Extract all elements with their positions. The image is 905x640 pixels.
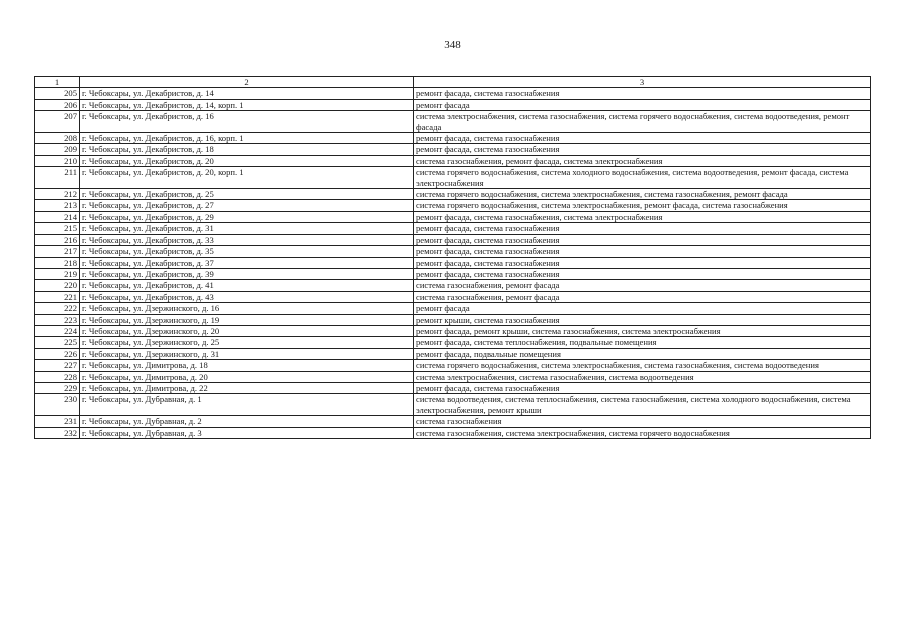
row-number-cell: 205 [35,88,80,99]
works-cell: система газоснабжения, ремонт фасада, система электроснабжения [414,155,871,166]
address-cell: г. Чебоксары, ул. Дзержинского, д. 16 [80,303,414,314]
address-cell: г. Чебоксары, ул. Дубравная, д. 2 [80,416,414,427]
works-cell: ремонт фасада, система газоснабжения [414,268,871,279]
table-row [35,189,871,200]
address-cell: г. Чебоксары, ул. Декабристов, д. 43 [80,291,414,302]
address-cell: г. Чебоксары, ул. Декабристов, д. 37 [80,257,414,268]
table-row [35,111,871,133]
page-number: 348 [444,39,461,51]
row-number-cell: 228 [35,371,80,382]
row-number-cell: 218 [35,257,80,268]
works-cell: система газоснабжения, ремонт фасада [414,291,871,302]
row-number-cell: 211 [35,167,80,189]
row-number-cell: 230 [35,394,80,416]
address-cell: г. Чебоксары, ул. Декабристов, д. 16, корп. 1 [80,133,414,144]
row-number-cell: 223 [35,314,80,325]
address-cell: г. Чебоксары, ул. Декабристов, д. 18 [80,144,414,155]
table-row [35,337,871,348]
works-cell: ремонт фасада, система газоснабжения [414,382,871,393]
row-number-cell: 208 [35,133,80,144]
works-cell: ремонт фасада, система газоснабжения [414,133,871,144]
table-row [35,200,871,211]
works-cell: ремонт фасада, система газоснабжения [414,144,871,155]
table-row [35,88,871,99]
row-number-cell: 215 [35,223,80,234]
address-cell: г. Чебоксары, ул. Декабристов, д. 27 [80,200,414,211]
row-number-cell: 222 [35,303,80,314]
works-cell: система газоснабжения [414,416,871,427]
table-row [35,325,871,336]
works-cell: ремонт фасада, система газоснабжения [414,246,871,257]
row-number-cell: 212 [35,189,80,200]
address-cell: г. Чебоксары, ул. Димитрова, д. 18 [80,360,414,371]
works-cell: ремонт фасада, система газоснабжения [414,257,871,268]
table-row [35,291,871,302]
address-cell: г. Чебоксары, ул. Декабристов, д. 29 [80,211,414,222]
works-cell: ремонт фасада [414,99,871,110]
row-number-cell: 219 [35,268,80,279]
works-cell: ремонт фасада, система газоснабжения [414,234,871,245]
table-row [35,167,871,189]
works-cell: ремонт фасада, ремонт крыши, система газоснабжения, система электроснабжения [414,325,871,336]
table-row [35,314,871,325]
table-row [35,144,871,155]
address-cell: г. Чебоксары, ул. Декабристов, д. 20 [80,155,414,166]
row-number-cell: 226 [35,348,80,359]
table-row [35,303,871,314]
table-row [35,99,871,110]
address-cell: г. Чебоксары, ул. Дзержинского, д. 20 [80,325,414,336]
works-cell: система водоотведения, система теплоснабжения, система газоснабжения, система холодного водоснабжения, система электроснабжения, ремонт крыши [414,394,871,416]
address-cell: г. Чебоксары, ул. Дзержинского, д. 25 [80,337,414,348]
table-row [35,155,871,166]
works-cell: система горячего водоснабжения, система электроснабжения, система газоснабжения, система водоотведения [414,360,871,371]
table-row [35,234,871,245]
column-header-number: 1 [35,77,80,88]
works-cell: система электроснабжения, система газоснабжения, система водоотведения [414,371,871,382]
address-cell: г. Чебоксары, ул. Дубравная, д. 3 [80,427,414,438]
address-cell: г. Чебоксары, ул. Декабристов, д. 16 [80,111,414,133]
row-number-cell: 206 [35,99,80,110]
table-row [35,348,871,359]
column-header-address: 2 [80,77,414,88]
table-row [35,427,871,438]
address-cell: г. Чебоксары, ул. Димитрова, д. 22 [80,382,414,393]
table-row [35,360,871,371]
works-cell: ремонт крыши, система газоснабжения [414,314,871,325]
works-cell: система газоснабжения, ремонт фасада [414,280,871,291]
row-number-cell: 231 [35,416,80,427]
works-cell: система горячего водоснабжения, система электроснабжения, ремонт фасада, система газоснабжения [414,200,871,211]
table-row [35,246,871,257]
address-cell: г. Чебоксары, ул. Дзержинского, д. 19 [80,314,414,325]
works-cell: ремонт фасада, система теплоснабжения, подвальные помещения [414,337,871,348]
table-row [35,268,871,279]
row-number-cell: 220 [35,280,80,291]
row-number-cell: 227 [35,360,80,371]
works-cell: система электроснабжения, система газоснабжения, система горячего водоснабжения, система водоотведения, ремонт фасада [414,111,871,133]
works-cell: ремонт фасада, система газоснабжения, система электроснабжения [414,211,871,222]
works-cell: система горячего водоснабжения, система холодного водоснабжения, система водоотведения, ремонт фасада, система электроснабжения [414,167,871,189]
row-number-cell: 221 [35,291,80,302]
row-number-cell: 232 [35,427,80,438]
row-number-cell: 214 [35,211,80,222]
row-number-cell: 210 [35,155,80,166]
table-row [35,382,871,393]
address-cell: г. Чебоксары, ул. Димитрова, д. 20 [80,371,414,382]
works-cell: система газоснабжения, система электроснабжения, система горячего водоснабжения [414,427,871,438]
table-row [35,223,871,234]
address-cell: г. Чебоксары, ул. Декабристов, д. 33 [80,234,414,245]
table-row [35,133,871,144]
address-cell: г. Чебоксары, ул. Декабристов, д. 35 [80,246,414,257]
works-cell: ремонт фасада, система газоснабжения [414,223,871,234]
housing-register-table [34,76,871,439]
row-number-cell: 225 [35,337,80,348]
row-number-cell: 229 [35,382,80,393]
address-cell: г. Чебоксары, ул. Дзержинского, д. 31 [80,348,414,359]
table-row [35,371,871,382]
address-cell: г. Чебоксары, ул. Декабристов, д. 20, корп. 1 [80,167,414,189]
address-cell: г. Чебоксары, ул. Декабристов, д. 14, корп. 1 [80,99,414,110]
address-cell: г. Чебоксары, ул. Декабристов, д. 41 [80,280,414,291]
row-number-cell: 207 [35,111,80,133]
table-body [35,88,871,439]
address-cell: г. Чебоксары, ул. Декабристов, д. 25 [80,189,414,200]
row-number-cell: 213 [35,200,80,211]
works-cell: система горячего водоснабжения, система электроснабжения, система газоснабжения, ремонт фасада [414,189,871,200]
row-number-cell: 224 [35,325,80,336]
address-cell: г. Чебоксары, ул. Дубравная, д. 1 [80,394,414,416]
works-cell: ремонт фасада, подвальные помещения [414,348,871,359]
address-cell: г. Чебоксары, ул. Декабристов, д. 31 [80,223,414,234]
works-cell: ремонт фасада [414,303,871,314]
table-row [35,211,871,222]
table-header-row [35,77,871,88]
row-number-cell: 209 [35,144,80,155]
table-row [35,257,871,268]
row-number-cell: 216 [35,234,80,245]
table-row [35,416,871,427]
address-cell: г. Чебоксары, ул. Декабристов, д. 14 [80,88,414,99]
works-cell: ремонт фасада, система газоснабжения [414,88,871,99]
address-cell: г. Чебоксары, ул. Декабристов, д. 39 [80,268,414,279]
column-header-works: 3 [414,77,871,88]
table-row [35,280,871,291]
table-row [35,394,871,416]
row-number-cell: 217 [35,246,80,257]
